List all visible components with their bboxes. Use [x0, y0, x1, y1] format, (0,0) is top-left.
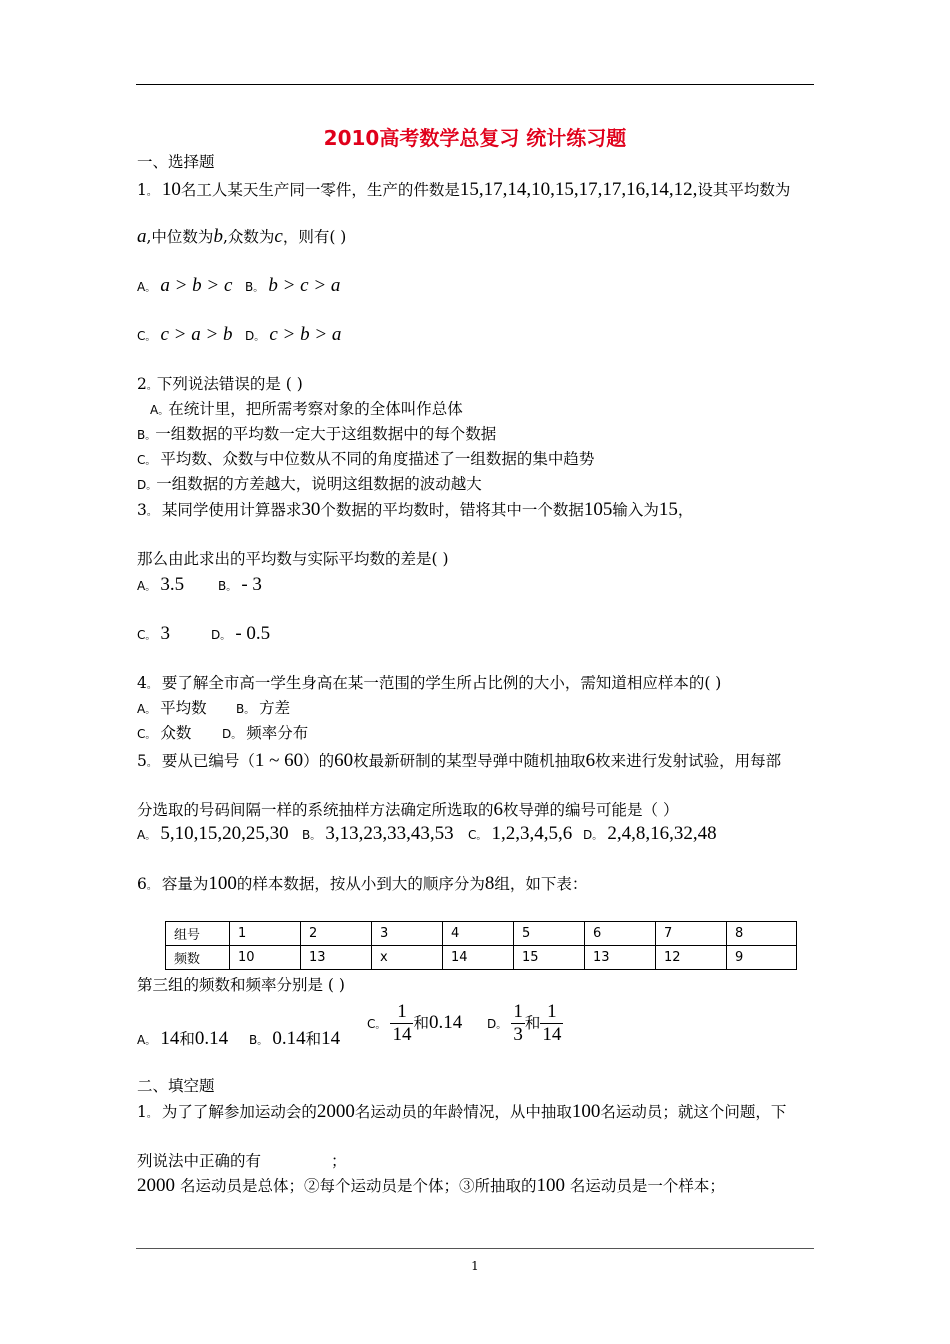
option-c: C。 3	[137, 623, 170, 644]
option-c: C。 c > a > b	[137, 324, 233, 345]
fraction: $\frac{1}{14}$	[542, 1001, 562, 1045]
option-b: B。一组数据的平均数一定大于这组数据中的每个数据	[137, 425, 497, 443]
section-heading-choice: 一、选择题	[137, 153, 215, 171]
table-row: 组号 1 2 3 4 5 6 7 8	[166, 922, 797, 946]
option-c: C。 平均数、众数与中位数从不同的角度描述了一组数据的集中趋势	[137, 450, 595, 468]
footer-rule	[136, 1248, 814, 1249]
option-c: C。 众数	[137, 724, 192, 742]
page-title: 2010高考数学总复习 统计练习题	[323, 126, 627, 150]
question-4: 4。 要了解全市高一学生身高在某一范围的学生所占比例的大小，需知道相应样本的( )	[137, 674, 722, 692]
option-b: B。 b > c > a	[245, 275, 341, 296]
question-6: 6。 容量为100的样本数据，按从小到大的顺序分为8组，如下表：	[137, 873, 588, 894]
page-number: 1	[471, 1259, 479, 1273]
option-d: D。 $\frac{1}{3}$ 和 $\frac{1}{14}$	[487, 1001, 562, 1045]
question-6-prompt: 第三组的频数和频率分别是 ( )	[137, 976, 345, 994]
question-5-line-2: 分选取的号码间隔一样的系统抽样方法确定所选取的6枚导弹的编号可能是（ ）	[137, 799, 679, 820]
option-d: D。 2,4,8,16,32,48	[583, 823, 717, 844]
question-2: 2。下列说法错误的是 ( )	[137, 375, 303, 393]
question-number: 1。	[137, 181, 157, 199]
fraction: $\frac{1}{3}$	[513, 1001, 523, 1045]
option-d: D。 频率分布	[222, 724, 309, 742]
option-a: A。 5,10,15,20,25,30	[137, 823, 289, 844]
option-c: C。 1,2,3,4,5,6	[468, 823, 573, 844]
table-row: 频数 10 13 x 14 15 13 12 9	[166, 946, 797, 970]
option-a: A。 14和0.14	[137, 1028, 229, 1049]
option-d: D。一组数据的方差越大，说明这组数据的波动越大	[137, 475, 482, 493]
fraction: $\frac{1}{14}$	[392, 1001, 412, 1045]
question-3: 3。 某同学使用计算器求30个数据的平均数时，错将其中一个数据105输入为15，	[137, 499, 694, 520]
question-1: 1。 10名工人某天生产同一零件，生产的件数是15,17,14,10,15,17,17,16,14,12,设其平均数为	[137, 179, 791, 200]
option-a: A。在统计里，把所需考察对象的全体叫作总体	[150, 400, 463, 418]
question-3-line-2: 那么由此求出的平均数与实际平均数的差是( )	[137, 550, 449, 568]
question-1-line-2: a,中位数为b,众数为c，则有( )	[137, 226, 347, 247]
fill-question-1: 1。 为了了解参加运动会的2000名运动员的年龄情况，从中抽取100名运动员；就这个问题，下	[137, 1101, 787, 1122]
option-c: C。 $\frac{1}{14}$ 和0.14	[367, 1001, 463, 1045]
section-heading-fill: 二、填空题	[137, 1077, 215, 1095]
option-a: A。 3.5	[137, 574, 185, 595]
option-b: B。 0.14和14	[249, 1028, 341, 1049]
header-rule	[136, 84, 814, 85]
option-b: B。 3,13,23,33,43,53	[302, 823, 454, 844]
fill-question-1-line-2: 列说法中正确的有 ；	[137, 1152, 347, 1170]
option-a: A。 平均数	[137, 699, 207, 717]
option-d: D。 c > b > a	[245, 324, 342, 345]
option-a: A。 a > b > c	[137, 275, 233, 296]
option-d: D。 - 0.5	[211, 623, 271, 644]
fill-question-1-line-3: 2000 名运动员是总体；②每个运动员是个体；③所抽取的100 名运动员是一个样本；	[137, 1175, 725, 1196]
question-5: 5。 要从已编号（1 ~ 60）的60枚最新研制的某型导弹中随机抽取6枚来进行发射试验，用每部	[137, 750, 782, 771]
frequency-table	[165, 921, 797, 970]
option-b: B。 - 3	[218, 574, 262, 595]
option-b: B。 方差	[236, 699, 291, 717]
